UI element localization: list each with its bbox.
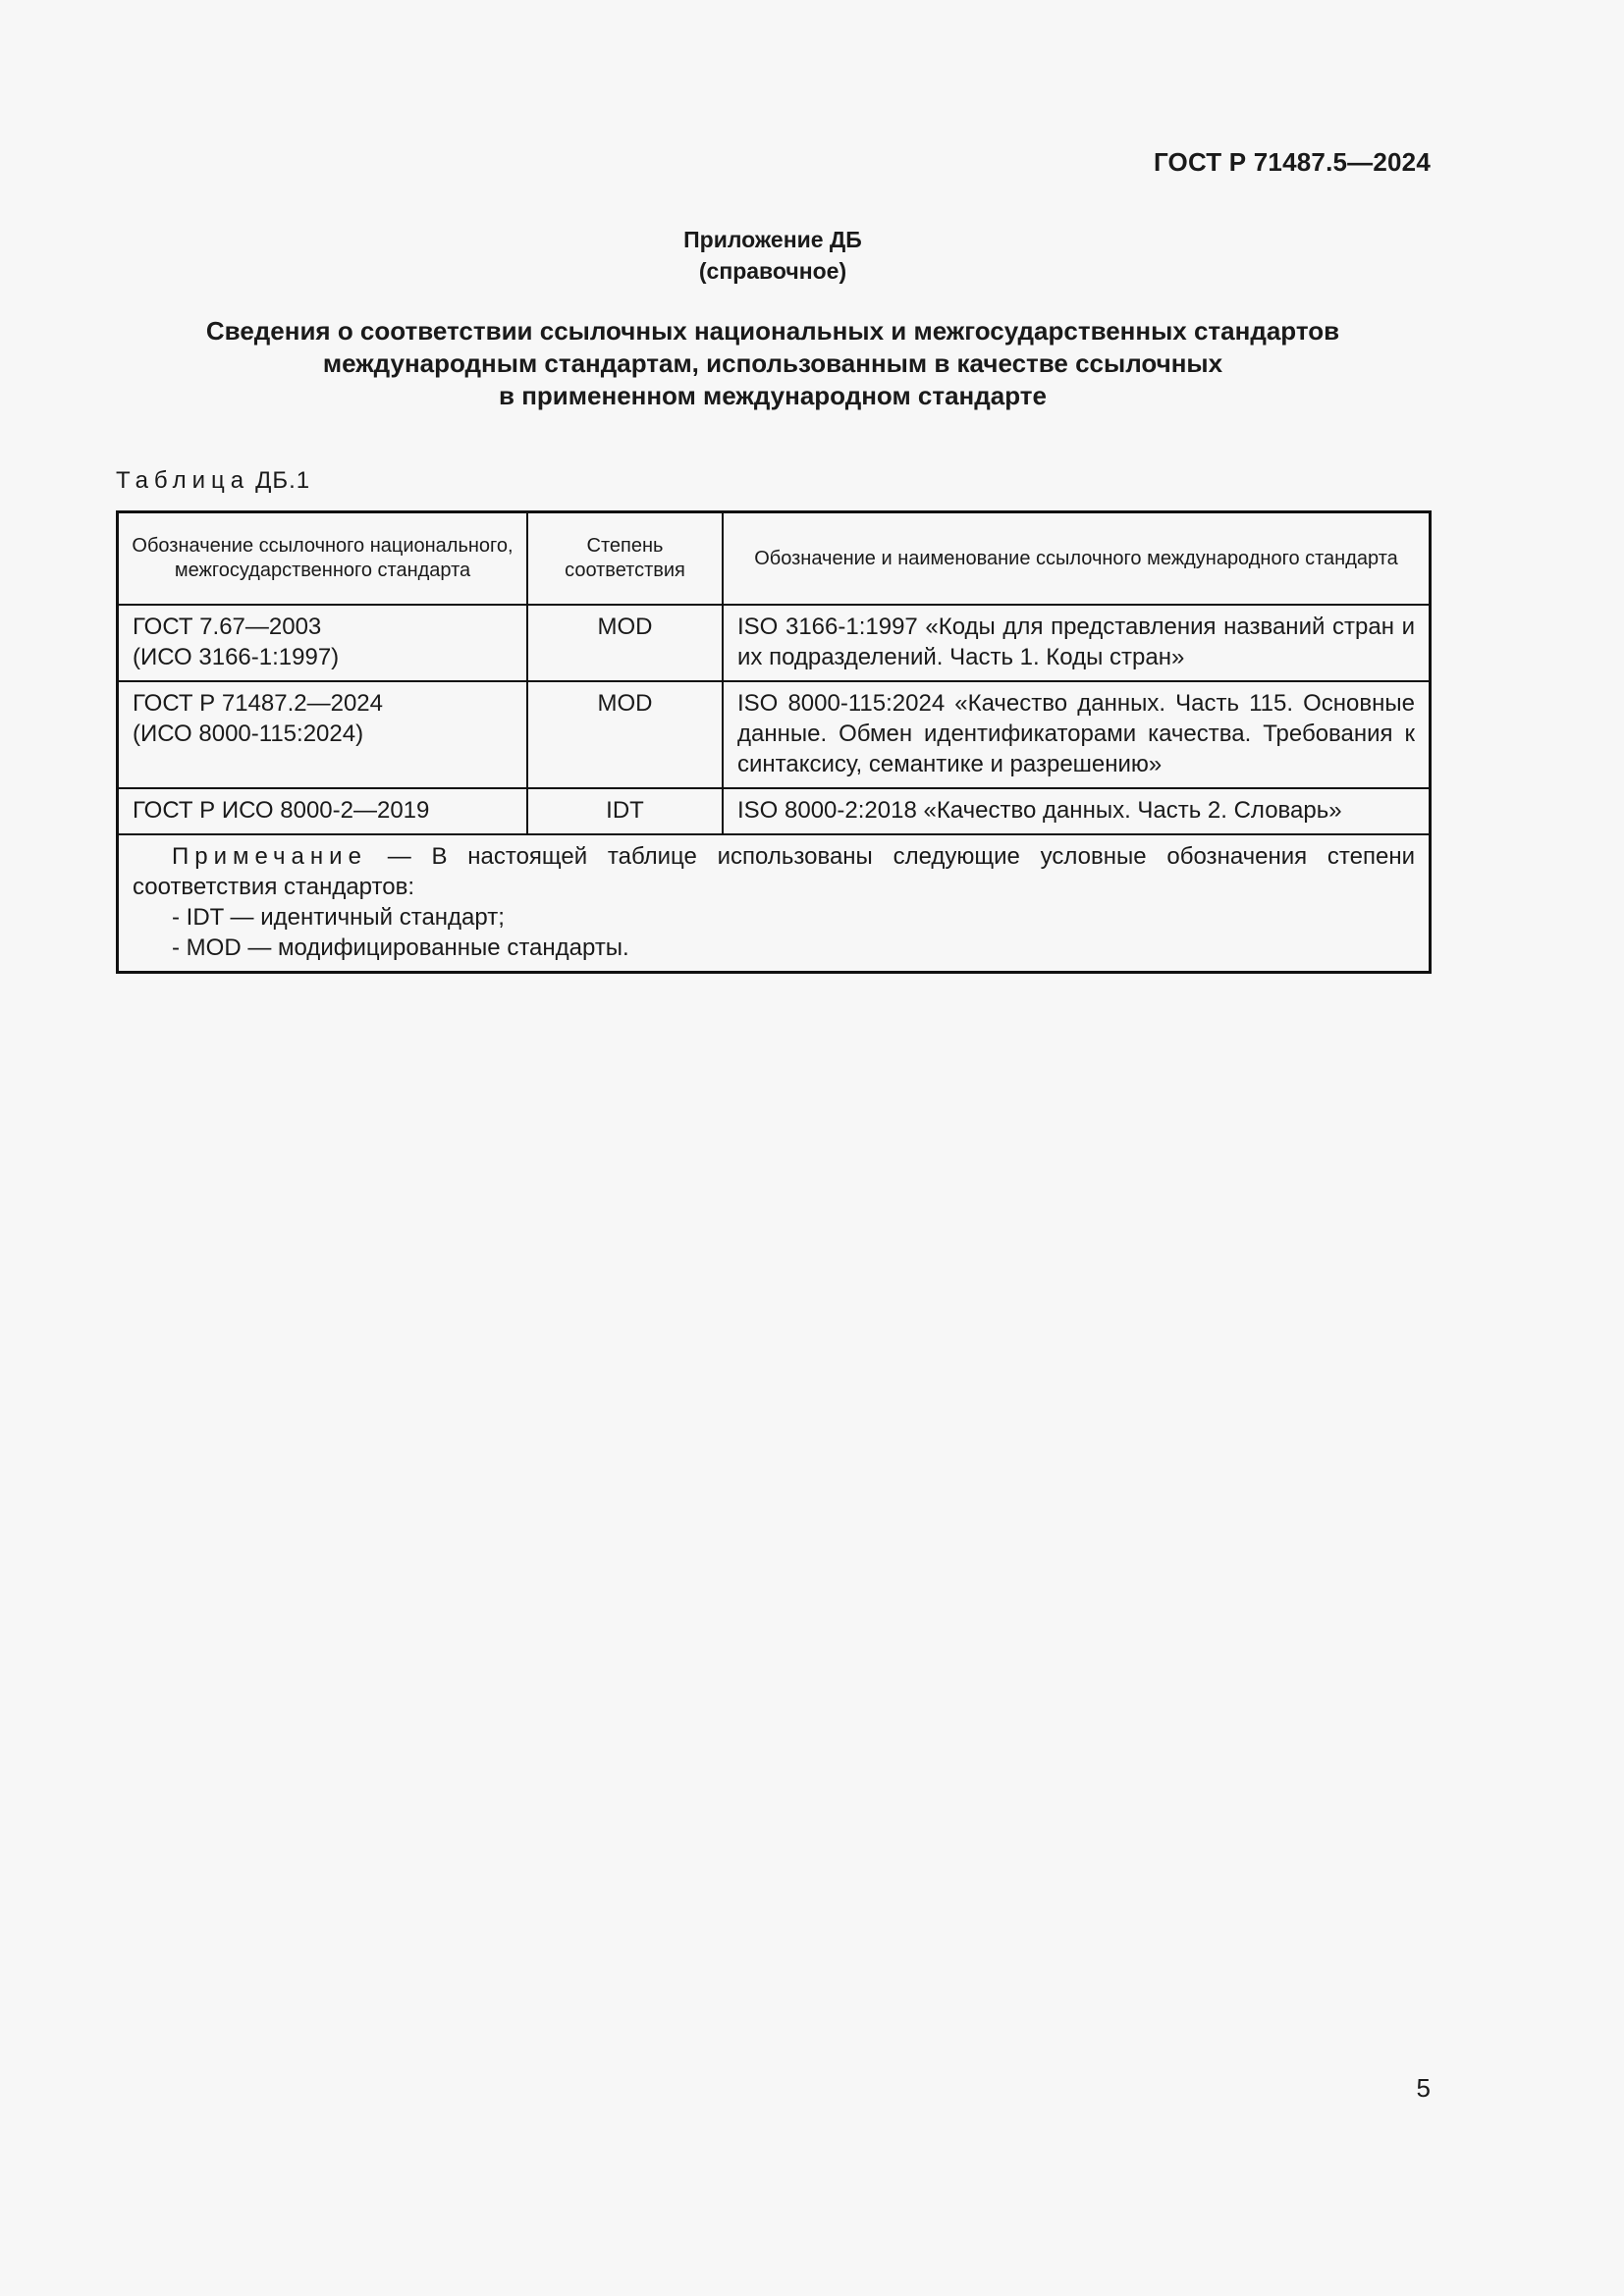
note-body: — В настоящей таблице использованы следующие условные обозначения степени соответствия стандартов: xyxy=(133,843,1415,900)
table-caption xyxy=(116,467,310,495)
national-standard-iso-ref: (ИСО 3166-1:1997) xyxy=(133,644,340,670)
table-note-row xyxy=(118,834,1431,973)
table-row xyxy=(118,788,1431,834)
appendix-subtitle: (справочное) xyxy=(698,258,847,284)
appendix-title: Приложение ДБ xyxy=(683,227,862,252)
national-standard-cell xyxy=(118,788,528,834)
national-standard-code: ГОСТ Р ИСО 8000-2—2019 xyxy=(133,797,430,824)
section-title-line: в примененном международном стандарте xyxy=(499,381,1047,410)
table-caption-number: ДБ.1 xyxy=(255,467,311,494)
section-title-line: Сведения о соответствии ссылочных национальных и межгосударственных стандартов xyxy=(205,316,1340,346)
international-standard-cell: ISO 3166-1:1997 «Коды для представления названий стран и их подразделений. Часть 1. Коды стран» xyxy=(723,605,1431,681)
header-degree: Степень соответствия xyxy=(527,512,723,606)
section-title-line: международным стандартам, использованным в качестве ссылочных xyxy=(322,348,1223,378)
national-standard-code: ГОСТ Р 71487.2—2024 xyxy=(133,690,383,717)
document-code: ГОСТ Р 71487.5—2024 xyxy=(1153,147,1431,177)
table-caption-label: Таблица xyxy=(116,467,250,494)
table-row xyxy=(118,605,1431,681)
header-national-standard: Обозначение ссылочного национального, межгосударственного стандарта xyxy=(118,512,528,606)
header-international-standard: Обозначение и наименование ссылочного международного стандарта xyxy=(723,512,1431,606)
appendix-heading xyxy=(0,224,1545,287)
national-standard-cell xyxy=(118,605,528,681)
note-text xyxy=(133,841,1415,902)
table-header-row xyxy=(118,512,1431,606)
degree-cell: MOD xyxy=(527,681,723,788)
table-row xyxy=(118,681,1431,788)
page-number: 5 xyxy=(1416,2073,1431,2103)
note-list-item: - IDT — идентичный стандарт; xyxy=(172,904,505,931)
degree-cell: MOD xyxy=(527,605,723,681)
note-label: Примечание xyxy=(172,843,367,870)
correspondence-table xyxy=(116,510,1432,974)
degree-cell: IDT xyxy=(527,788,723,834)
table-note xyxy=(118,834,1431,973)
section-title xyxy=(0,315,1545,412)
national-standard-iso-ref: (ИСО 8000-115:2024) xyxy=(133,721,364,747)
international-standard-cell: ISO 8000-115:2024 «Качество данных. Часть 115. Основные данные. Обмен идентификаторами качества. Требования к синтаксису, семантике и разрешению» xyxy=(723,681,1431,788)
international-standard-cell: ISO 8000-2:2018 «Качество данных. Часть 2. Словарь» xyxy=(723,788,1431,834)
national-standard-code: ГОСТ 7.67—2003 xyxy=(133,614,322,640)
note-list-item: - MOD — модифицированные стандарты. xyxy=(172,934,629,961)
national-standard-cell xyxy=(118,681,528,788)
